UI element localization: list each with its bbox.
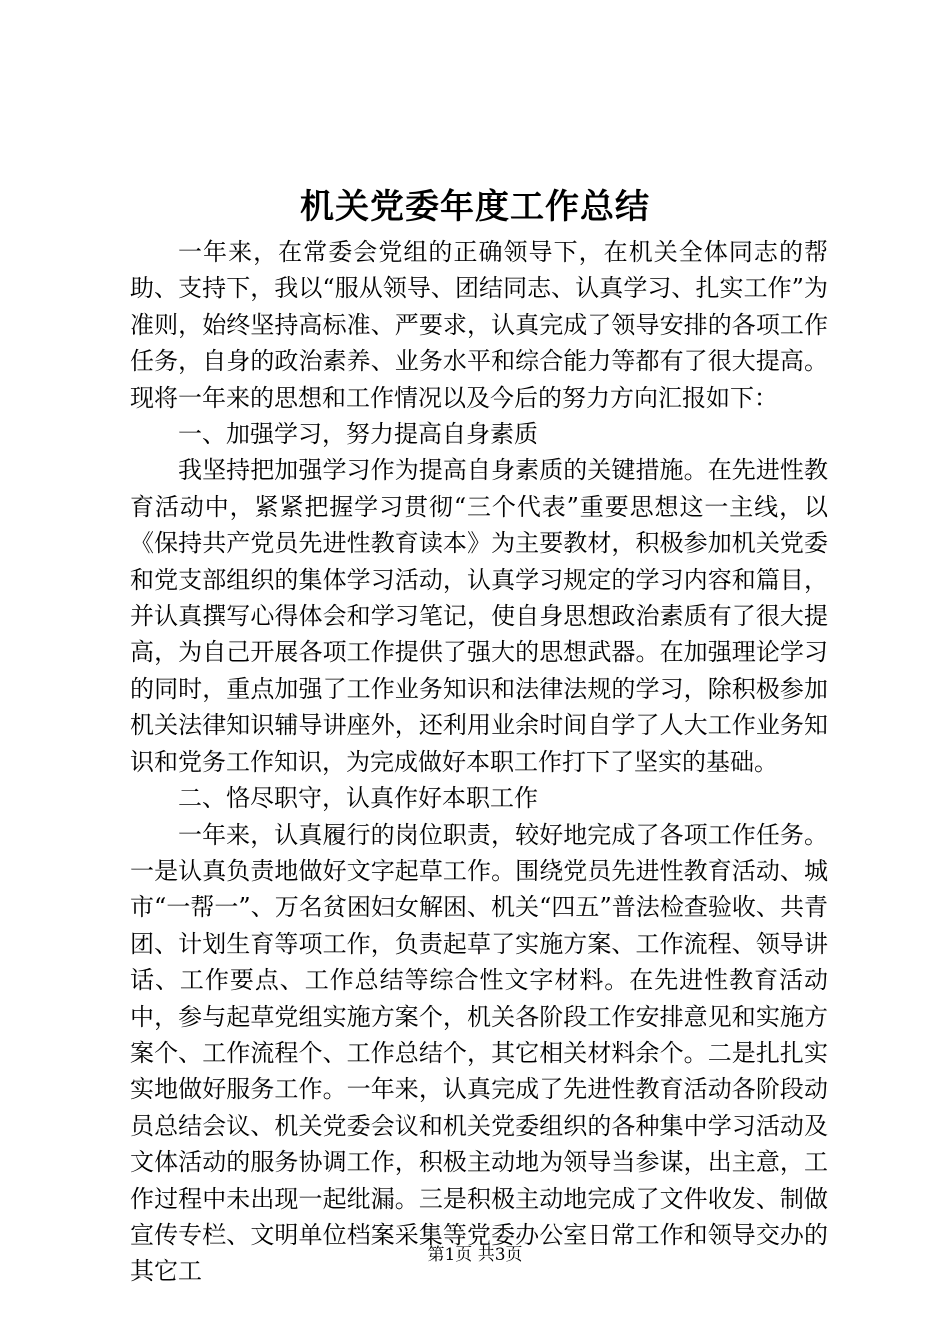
section-heading-1: 一、加强学习，努力提高自身素质 [178,420,538,449]
section-2-paragraph: 一年来，认真履行的岗位职责，较好地完成了各项工作任务。一是认真负责地做好文字起草工作。围绕党员先进性教育活动、城市“一帮一”、万名贫困妇女解困、机关“四五”普法检查验收、共青团、计划生育等项工作，负责起草了实施方案、工作流程、领导讲话、工作要点、工作总结等综合性文字材料。在先进性教育活动中，参与起草党组实施方案个，机关各阶段工作安排意见和实施方案个、工作流程个、工作总结个，其它相关材料余个。二是扎扎实实地做好服务工作。一年来，认真完成了先进性教育活动各阶段动员总结会议、机关党委会议和机关党委组织的各种集中学习活动及文体活动的服务协调工作，积极主动地为领导当参谋，出主意，工作过程中未出现一起纰漏。三是积极主动地完成了文件收发、制做宣传专栏、文明单位档案采集等党委办公室日常工作和领导交办的其它工 [130,820,828,1286]
page-footer: 第1页 共3页 [427,1245,523,1265]
document-title: 机关党委年度工作总结 [300,187,650,227]
section-heading-2: 二、恪尽职守，认真作好本职工作 [178,784,538,813]
document-body [130,234,828,1290]
section-1-paragraph: 我坚持把加强学习作为提高自身素质的关键措施。在先进性教育活动中，紧紧把握学习贯彻“三个代表”重要思想这一主线，以《保持共产党员先进性教育读本》为主要教材，积极参加机关党委和党支部组织的集体学习活动，认真学习规定的学习内容和篇目，并认真撰写心得体会和学习笔记，使自身思想政治素质有了很大提高，为自己开展各项工作提供了强大的思想武器。在加强理论学习的同时，重点加强了工作业务知识和法律法规的学习，除积极参加机关法律知识辅导讲座外，还利用业余时间自学了人大工作业务知识和党务工作知识，为完成做好本职工作打下了坚实的基础。 [130,456,828,776]
intro-paragraph: 一年来，在常委会党组的正确领导下，在机关全体同志的帮助、支持下，我以“服从领导、团结同志、认真学习、扎实工作”为准则，始终坚持高标准、严要求，认真完成了领导安排的各项工作任务，自身的政治素养、业务水平和综合能力等都有了很大提高。现将一年来的思想和工作情况以及今后的努力方向汇报如下： [130,238,828,412]
